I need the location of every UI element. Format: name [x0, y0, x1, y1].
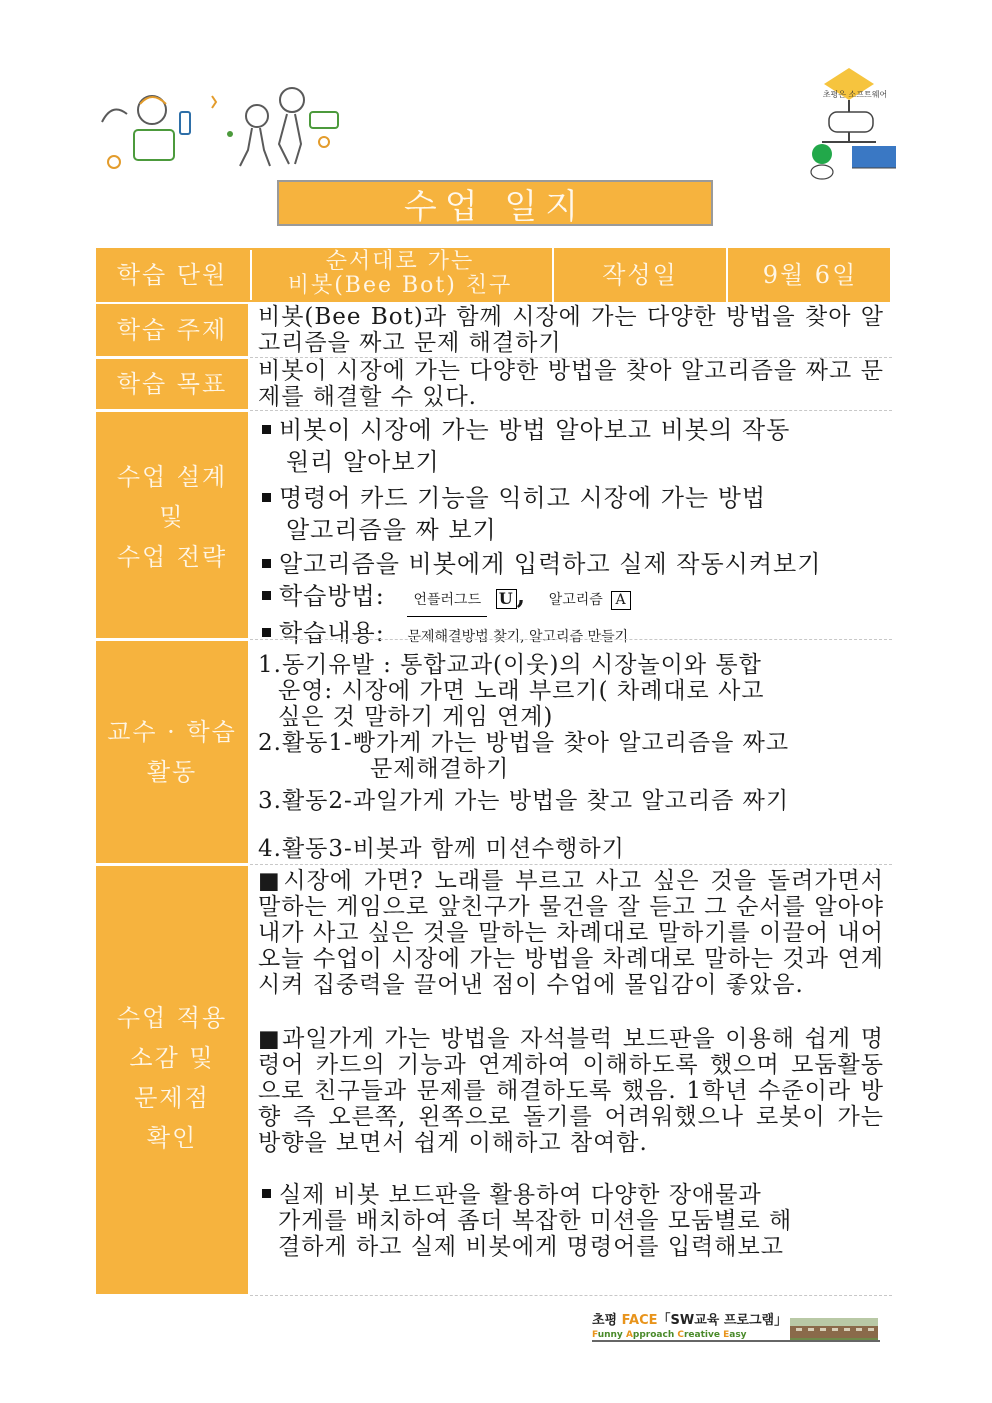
design-label-line1: 수업 설계 — [116, 463, 228, 491]
reflection-label-line4: 확인 — [146, 1124, 198, 1152]
activity-item-2: 2.활동1-빵가게 가는 방법을 찾아 알고리즘을 짜고 — [258, 730, 790, 756]
content-line: 학습내용: 문제해결방법 찾기, 알고리즘 만들기 — [262, 617, 892, 653]
bullet-square-icon — [262, 493, 271, 502]
reflection-label — [96, 998, 248, 1158]
divider — [250, 864, 892, 865]
activity-item-1-cont: 운영: 시장에 가면 노래 부르기( 차례대로 사고 — [278, 678, 765, 704]
bullet-square-icon — [262, 591, 271, 600]
method-value-unplugged: 언플러그드 — [407, 584, 487, 617]
method-value-algorithm: 알고리즘 — [548, 592, 603, 608]
design-label-line2: 및 — [159, 503, 185, 531]
unit-label: 학습 단원 — [116, 261, 228, 289]
activity-item-3: 3.활동2-과일가게 가는 방법을 찾고 알고리즘 짜기 — [258, 788, 790, 814]
footer-slogan: Funny Approach Creative Easy — [592, 1330, 747, 1340]
footer-rule — [592, 1340, 880, 1342]
reflection-label-line2: 소감 및 — [129, 1044, 215, 1072]
page-title: 수업 일지 — [403, 186, 587, 227]
method-badge-a: A — [611, 591, 630, 610]
design-item: 비봇이 시장에 가는 방법 알아보고 비봇의 작동 — [262, 414, 892, 446]
activity-item-2-cont: 문제해결하기 — [370, 756, 510, 782]
bullet-square-icon — [262, 559, 271, 568]
design-content — [250, 414, 892, 653]
flowchart-logo-icon — [804, 66, 904, 184]
activity-label — [96, 712, 248, 792]
bullet-square-icon — [262, 628, 271, 637]
design-item-cont: 알고리즘을 짜 보기 — [286, 516, 497, 544]
unit-value-line2: 비봇(Bee Bot) 친구 — [287, 273, 513, 298]
unit-value-line1: 순서대로 가는 — [325, 249, 475, 274]
topic-label: 학습 주제 — [116, 316, 228, 344]
content-value: 문제해결방법 찾기, 알고리즘 만들기 — [407, 629, 629, 645]
reflection-paragraph-2: ■과일가게 가는 방법을 자석블럭 보드판을 이용해 쉽게 명령어 카드의 기능과 연계하여 이해하도록 했으며 모둠활동으로 친구들과 문제를 해결하도록 했음. 1학년 수준이라 방향 즉 오른쪽, 왼쪽으로 돌기를 어려워했으나 로봇이 가는 방향을 보면서 쉽게 이해하고 참여함. — [258, 1026, 884, 1156]
bullet-square-icon — [262, 425, 271, 434]
footer-brand — [592, 1313, 792, 1341]
divider — [250, 1295, 892, 1296]
unit-value — [250, 250, 548, 300]
logo-caption: 초평은 소프트웨어 — [822, 90, 888, 99]
activity-item-1: 1.동기유발 : 통합교과(이웃)의 시장놀이와 통합 — [258, 652, 762, 678]
children-coding-illustration — [92, 82, 362, 172]
activity-item-4: 4.활동3-비봇과 함께 미션수행하기 — [258, 836, 625, 862]
reflection-paragraph-1: ■시장에 가면? 노래를 부르고 사고 싶은 것을 돌려가면서 말하는 게임으로 앞친구가 물건을 잘 듣고 그 순서를 알아야 내가 사고 싶은 것을 말하는 차례대로 말하기를 이끌어 내어 오늘 수업이 시장에 가는 방법을 차례대로 말하는 것과 연계시켜 집중력을 끌어낸 점이 수업에 몰입감이 좋았음. — [258, 868, 884, 998]
reflection-label-line3: 문제점 — [134, 1084, 210, 1112]
divider — [250, 639, 892, 640]
date-value: 9월 6일 — [726, 248, 892, 302]
design-item: 명령어 카드 기능을 익히고 시장에 가는 방법 — [262, 482, 892, 514]
goal-text: 비봇이 시장에 가는 다양한 방법을 찾아 알고리즘을 짜고 문제를 해결할 수 있다. — [258, 358, 884, 410]
reflection-label-line1: 수업 적용 — [116, 1004, 228, 1032]
footer-title: 초평 FACE「SW교육 프로그램」 — [592, 1313, 788, 1328]
method-badge-u: U — [496, 589, 517, 609]
design-item-cont: 원리 알아보기 — [286, 448, 440, 476]
design-label — [96, 452, 248, 582]
reflection-paragraph-3: 실제 비봇 보드판을 활용하여 다양한 장애물과 가게를 배치하여 좀더 복잡한 미션을 모둠별로 해 결하게 하고 실제 비봇에게 명령어를 입력해보고 — [258, 1182, 884, 1260]
divider — [250, 410, 892, 411]
design-item: 알고리즘을 비봇에게 입력하고 실제 작동시켜보기 — [262, 548, 892, 580]
activity-label-line1: 교수 · 학습 — [107, 718, 237, 746]
activity-item-1-cont: 싶은 것 말하기 게임 연계) — [278, 704, 554, 730]
activity-label-line2: 활동 — [146, 758, 198, 786]
method-line: 학습방법: 언플러그드 U , 알고리즘 A — [262, 580, 892, 617]
reflection-content — [250, 868, 892, 1260]
design-label-line3: 수업 전략 — [116, 543, 228, 571]
topic-text: 비봇(Bee Bot)과 함께 시장에 가는 다양한 방법을 찾아 알고리즘을 짜고 문제 해결하기 — [258, 304, 884, 356]
school-building-image — [790, 1318, 878, 1342]
title-banner — [277, 180, 713, 226]
goal-label: 학습 목표 — [116, 370, 228, 398]
bullet-square-icon — [262, 1189, 271, 1198]
activity-content — [250, 652, 892, 862]
date-label: 작성일 — [552, 248, 726, 302]
